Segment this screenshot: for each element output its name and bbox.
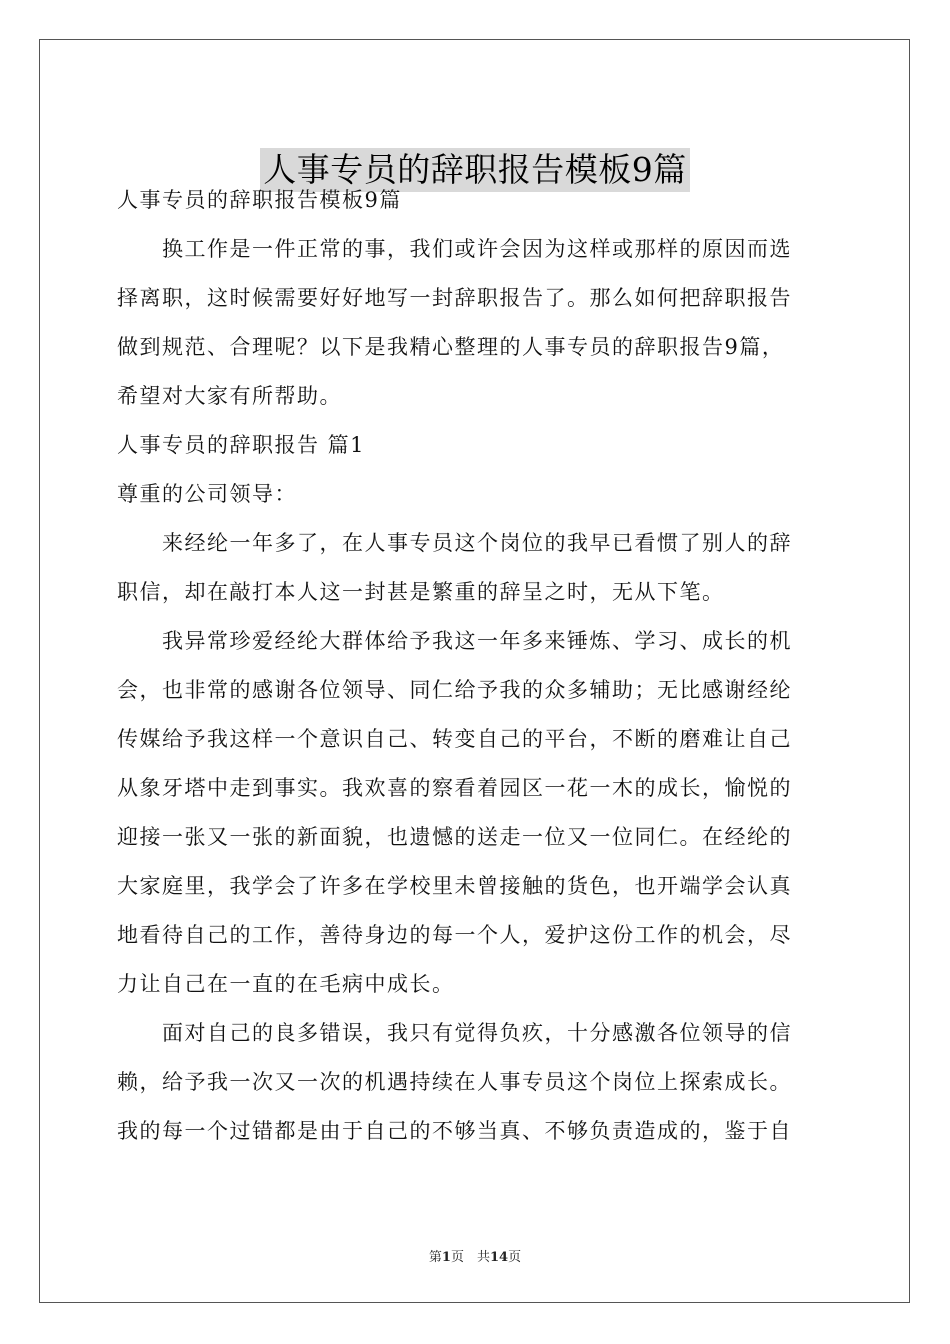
footer-page-suffix: 页 xyxy=(508,1250,522,1265)
text-line: 迎接一张又一张的新面貌，也遗憾的送走一位又一位同仁。在经纶的 xyxy=(117,825,792,849)
text-line: 赖，给予我一次又一次的机遇持续在人事专员这个岗位上探索成长。 xyxy=(117,1070,792,1094)
text-line: 传媒给予我这样一个意识自己、转变自己的平台，不断的磨难让自己 xyxy=(117,727,792,751)
text-line: 地看待自己的工作，善待身边的每一个人，爱护这份工作的机会，尽 xyxy=(117,923,792,947)
page-footer xyxy=(0,1246,950,1265)
text-line: 择离职，这时候需要好好地写一封辞职报告了。那么如何把辞职报告 xyxy=(117,286,792,310)
footer-page-total: 14 xyxy=(489,1250,509,1265)
text-line: 我异常珍爱经纶大群体给予我这一年多来锤炼、学习、成长的机 xyxy=(117,629,792,653)
footer-page-mid: 页 共 xyxy=(450,1250,490,1265)
text-line: 来经纶一年多了，在人事专员这个岗位的我早已看惯了别人的辞 xyxy=(117,531,792,555)
salutation: 尊重的公司领导： xyxy=(117,482,297,506)
document-title: 人事专员的辞职报告模板9篇 xyxy=(260,148,690,192)
text-line: 会，也非常的感谢各位领导、同仁给予我的众多辅助；无比感谢经纶 xyxy=(117,678,792,702)
document-body xyxy=(117,176,831,1156)
text-line: 从象牙塔中走到事实。我欢喜的察看着园区一花一木的成长，愉悦的 xyxy=(117,776,792,800)
section-heading: 人事专员的辞职报告 篇1 xyxy=(117,433,366,457)
text-line: 换工作是一件正常的事，我们或许会因为这样或那样的原因而选 xyxy=(117,237,792,261)
text-line: 力让自己在一直的在毛病中成长。 xyxy=(117,972,455,996)
text-line: 我的每一个过错都是由于自己的不够当真、不够负责造成的，鉴于自 xyxy=(117,1119,792,1143)
text-line: 做到规范、合理呢？以下是我精心整理的人事专员的辞职报告9篇， xyxy=(117,335,785,359)
text-line: 面对自己的良多错误，我只有觉得负疚，十分感激各位领导的信 xyxy=(117,1021,792,1045)
footer-page-prefix: 第 xyxy=(428,1250,442,1265)
footer-page-current: 1 xyxy=(441,1250,451,1265)
text-line: 职信，却在敲打本人这一封甚是繁重的辞呈之时，无从下笔。 xyxy=(117,580,725,604)
text-line: 希望对大家有所帮助。 xyxy=(117,384,342,408)
text-line: 人事专员的辞职报告模板9篇 xyxy=(117,188,402,212)
text-line: 大家庭里，我学会了许多在学校里未曾接触的货色，也开端学会认真 xyxy=(117,874,792,898)
